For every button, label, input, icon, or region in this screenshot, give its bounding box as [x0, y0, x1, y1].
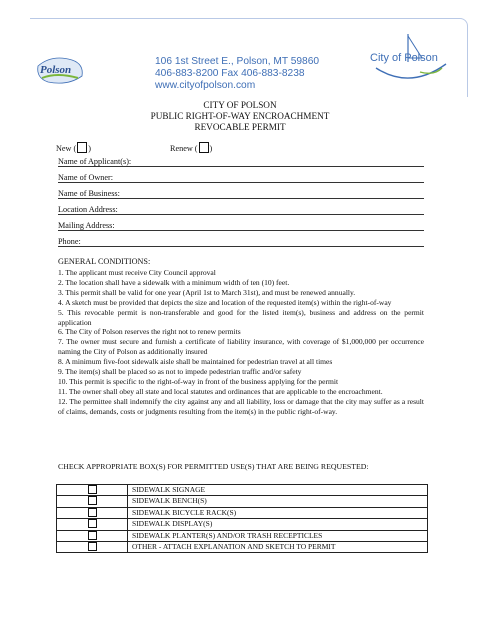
use-checkbox[interactable] [88, 496, 97, 505]
general-conditions-heading: GENERAL CONDITIONS: [58, 257, 151, 266]
form-title-line1: CITY OF POLSON [203, 100, 277, 110]
applicant-name-field[interactable]: Name of Applicant(s): [58, 157, 424, 169]
condition-item: 3. This permit shall be valid for one year (April 1st to March 31st), and must be renewed annually. [58, 287, 356, 297]
business-name-field[interactable]: Name of Business: [58, 189, 424, 201]
city-of-polson-logo [350, 28, 462, 94]
condition-item: 12. The permittee shall indemnify the city against any and all liability, loss or damage that the city may suffer as a result of claims, demands, costs or judgments resulting from the item(s) in the public right-of-way. [58, 396, 424, 416]
use-checkbox[interactable] [88, 485, 97, 494]
form-title-line2: PUBLIC RIGHT-OF-WAY ENCROACHMENT [150, 111, 330, 121]
use-label: SIDEWALK BICYCLE RACK(S) [128, 507, 428, 518]
table-row [57, 507, 428, 518]
phone-field[interactable]: Phone: [58, 237, 424, 249]
table-row [57, 530, 428, 541]
use-label: SIDEWALK PLANTER(S) AND/OR TRASH RECEPTICLES [128, 530, 428, 541]
condition-item: 6. The City of Polson reserves the right not to renew permits [58, 327, 241, 337]
use-label: SIDEWALK BENCH(S) [128, 496, 428, 507]
renew-option: Renew ( ) [170, 144, 213, 153]
condition-item: 5. This revocable permit is non-transferable and good for the listed item(s), business and address on the permit application [58, 307, 424, 327]
mailing-address-field[interactable]: Mailing Address: [58, 221, 424, 233]
condition-item: 8. A minimum five-foot sidewalk aisle shall be maintained for pedestrian travel at all times [58, 357, 333, 367]
form-title-line3: REVOCABLE PERMIT [194, 122, 286, 132]
condition-item: 10. This permit is specific to the right-of-way in front of the business applying for the permit [58, 376, 339, 386]
use-label: SIDEWALK SIGNAGE [128, 485, 428, 496]
table-row [57, 485, 428, 496]
condition-item: 1. The applicant must receive City Council approval [58, 268, 216, 277]
polson-logo-text: Polson [40, 64, 72, 76]
renew-checkbox[interactable] [199, 142, 209, 153]
new-option: New ( ) [56, 144, 91, 153]
permitted-uses-heading: CHECK APPROPRIATE BOX(S) FOR PERMITTED USE(S) THAT ARE BEING REQUESTED: [58, 462, 369, 471]
table-row [57, 542, 428, 553]
table-row [57, 519, 428, 530]
street-address: 106 1st Street E., Polson, MT 59860 [155, 56, 320, 67]
condition-item: 2. The location shall have a sidewalk with a minimum width of ten (10) feet. [58, 277, 290, 287]
letterhead-address [155, 56, 319, 92]
logo-right-text: City of Polson [370, 52, 438, 64]
condition-item: 9. The item(s) shall be placed so as not to impede pedestrian traffic and/or safety [58, 367, 302, 377]
condition-item: 4. A sketch must be provided that depicts the size and location of the requested item(s) within the right-of-way [58, 297, 392, 307]
permit-type-row [56, 142, 436, 154]
phone-fax: 406-883-8200 Fax 406-883-8238 [155, 68, 305, 79]
use-label: SIDEWALK DISPLAY(S) [128, 519, 428, 530]
website: www.cityofpolson.com [155, 80, 256, 91]
permitted-uses-table [56, 484, 428, 553]
condition-item: 11. The owner shall obey all state and local statutes and ordinances that are applicable to the encroachment. [58, 386, 383, 396]
owner-name-field[interactable]: Name of Owner: [58, 173, 424, 185]
use-checkbox[interactable] [88, 542, 97, 551]
table-row [57, 496, 428, 507]
new-checkbox[interactable] [77, 142, 87, 153]
use-label: OTHER - ATTACH EXPLANATION AND SKETCH TO PERMIT [128, 542, 428, 553]
polson-logo [32, 52, 90, 90]
use-checkbox[interactable] [88, 531, 97, 540]
use-checkbox[interactable] [88, 519, 97, 528]
location-address-field[interactable]: Location Address: [58, 205, 424, 217]
use-checkbox[interactable] [88, 508, 97, 517]
condition-item: 7. The owner must secure and furnish a certificate of liability insurance, with coverage of $1,000,000 per occurrence naming the City of Polson as additionally insured [58, 337, 424, 357]
general-conditions-list [58, 268, 424, 417]
